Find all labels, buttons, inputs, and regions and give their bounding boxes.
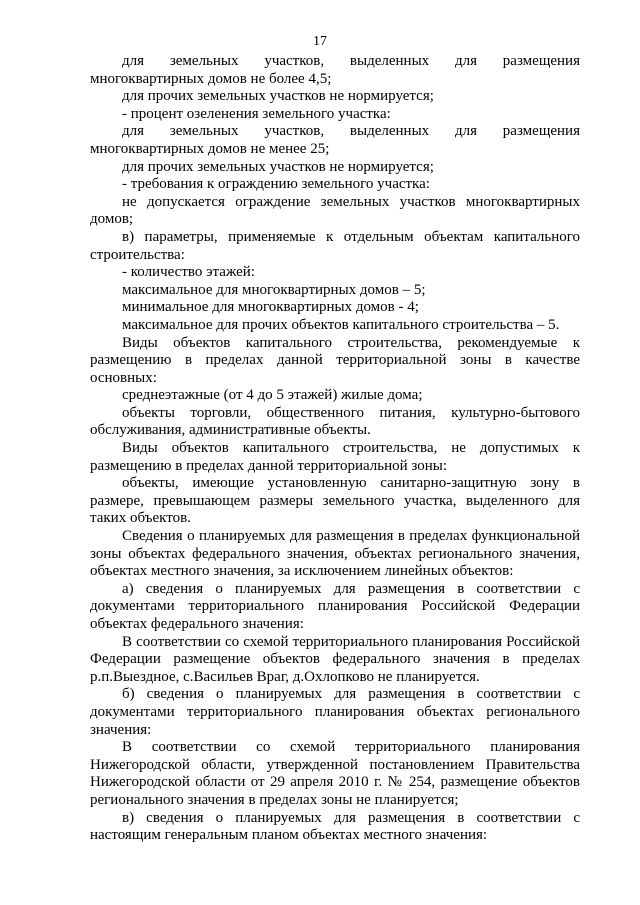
document-body (90, 53, 580, 845)
paragraph: для прочих земельных участков не нормируется; (122, 158, 434, 175)
paragraph: В соответствии со схемой территориального планирования Российской Федерации размещение объектов федерального значения в пределах р.п.Выездное, с.Васильев Враг, д.Охлопково не планируется. (90, 633, 580, 685)
paragraph: минимальное для многоквартирных домов - 4; (122, 299, 419, 316)
paragraph: - процент озеленения земельного участка: (122, 105, 391, 122)
paragraph: - требования к ограждению земельного участка: (122, 176, 430, 193)
paragraph: а) сведения о планируемых для размещения в соответствии с документами территориального планирования Российской Федерации объектах федерального значения: (90, 580, 580, 632)
paragraph: Сведения о планируемых для размещения в пределах функциональной зоны объектах федерального значения, объектах регионального значения, объектах местного значения, за исключением линейных объектов: (90, 528, 580, 580)
paragraph: максимальное для многоквартирных домов – 5; (122, 281, 426, 298)
paragraph: для земельных участков, выделенных для размещения многоквартирных домов не более 4,5; (90, 53, 580, 87)
paragraph: Виды объектов капитального строительства, рекомендуемые к размещению в пределах данной территориальной зоны в качестве основных: (90, 334, 580, 386)
paragraph: максимальное для прочих объектов капитального строительства – 5. (122, 316, 560, 333)
paragraph: В соответствии со схемой территориального планирования Нижегородской области, утвержденной постановлением Правительства Нижегородской области от 29 апреля 2010 г. № 254, размещение объектов регионального значения в пределах зоны не планируется; (90, 739, 580, 808)
page-number: 17 (313, 34, 327, 49)
paragraph: для прочих земельных участков не нормируется; (122, 88, 434, 105)
paragraph: объекты торговли, общественного питания, культурно-бытового обслуживания, административные объекты. (90, 404, 580, 439)
paragraph: среднеэтажные (от 4 до 5 этажей) жилые дома; (122, 387, 423, 404)
paragraph: в) параметры, применяемые к отдельным объектам капитального строительства: (90, 228, 580, 263)
paragraph: для земельных участков, выделенных для размещения многоквартирных домов не менее 25; (90, 123, 580, 157)
paragraph: Виды объектов капитального строительства, не допустимых к размещению в пределах данной территориальной зоны: (90, 440, 580, 474)
paragraph: объекты, имеющие установленную санитарно-защитную зону в размере, превышающем размеры земельного участка, выделенного для таких объектов. (90, 475, 580, 527)
paragraph: в) сведения о планируемых для размещения в соответствии с настоящим генеральным планом объектах местного значения: (90, 809, 580, 844)
paragraph: б) сведения о планируемых для размещения в соответствии с документами территориального планирования объектах регионального значения: (90, 686, 580, 738)
paragraph: не допускается ограждение земельных участков многоквартирных домов; (90, 193, 580, 228)
paragraph: - количество этажей: (122, 264, 255, 281)
